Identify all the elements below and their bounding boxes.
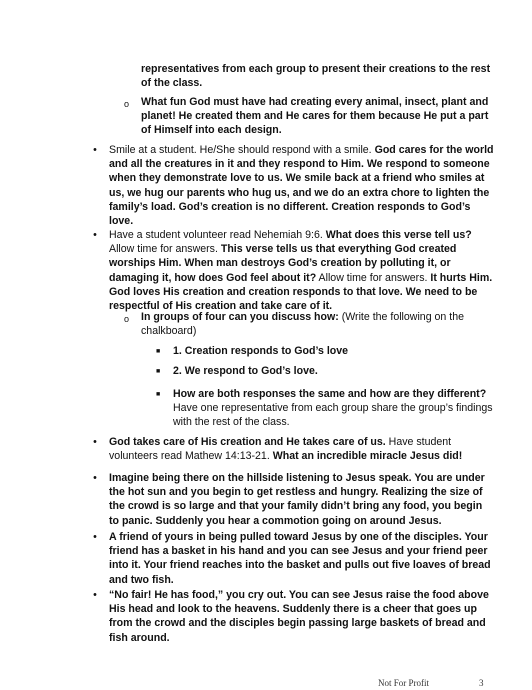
square-bullet: ■: [156, 391, 161, 398]
bullet-imagine: Imagine being there on the hillside listening to Jesus speak. You are under the hot sun and you begin to get restless and hungry. Realizing the size of the crowd is so large and that your family didn’t bring any food, you begin to panic. Suddenly you hear a commotion going on around Jesus.: [109, 472, 485, 527]
square-item-2: 2. We respond to God’s love.: [173, 365, 318, 377]
page-number: 3: [479, 678, 484, 688]
continued-paragraph: representatives from each group to present their creations to the rest of the class.: [141, 63, 491, 90]
bullet: •: [93, 229, 97, 241]
bullet: •: [93, 144, 97, 156]
bullet-nehemiah: Have a student volunteer read Nehemiah 9:6. What does this verse tell us? Allow time for answers. This verse tells us that everything God created worships Him. When man destroys God’s creation by polluting it, or damaging it, how does God feel about it? Allow time for answers. It hurts Him. God loves His creation and creation responds to that love. We need to be respectful of His creation and take care of it.: [109, 229, 493, 313]
bullet-takes-care: God takes care of His creation and He takes care of us. Have student volunteers read Mathew 14:13-21. What an incredible miracle Jesus did!: [109, 436, 463, 463]
circle-bullet: o: [124, 99, 130, 109]
bullet-friend: A friend of yours in being pulled toward Jesus by one of the disciples. Your friend has a basket in his hand and you can see Jesus and your friend peer into it. Your friend reaches into the basket and pulls out five loaves of bread and two fish.: [109, 531, 491, 586]
square-bullet: ■: [156, 348, 161, 355]
sub-item-groups: In groups of four can you discuss how: (Write the following on the chalkboard): [141, 311, 464, 338]
circle-bullet: o: [124, 314, 130, 324]
bullet-no-fair: “No fair! He has food,” you cry out. You can see Jesus raise the food above His head and look to the heavens. Suddenly there is a cheer that goes up from the crowd and the disciples begin passing large baskets of bread and fish around.: [109, 589, 489, 644]
bullet: •: [93, 472, 97, 484]
bullet: •: [93, 531, 97, 543]
bullet: •: [93, 589, 97, 601]
square-bullet: ■: [156, 368, 161, 375]
square-item-3: How are both responses the same and how are they different? Have one representative from each group share the group’s findings with the rest of the class.: [173, 388, 493, 429]
bullet: •: [93, 436, 97, 448]
square-item-1: 1. Creation responds to God’s love: [173, 345, 349, 357]
footer-text: Not For Profit: [378, 678, 430, 688]
sub-item-god-fun: What fun God must have had creating every animal, insect, plant and planet! He created them and He cares for them because He put a part of Himself into each design.: [141, 96, 489, 137]
bullet-smile: Smile at a student. He/She should respond with a smile. God cares for the world and all the creatures in it and they respond to Him. We respond to someone when they demonstrate love to us. We smile back at a friend who smiles at us, we hug our parents who hug us, and we do an extra chore to lighten the family’s load. God’s creation is no different. Creation responds to God’s love.: [109, 144, 494, 228]
